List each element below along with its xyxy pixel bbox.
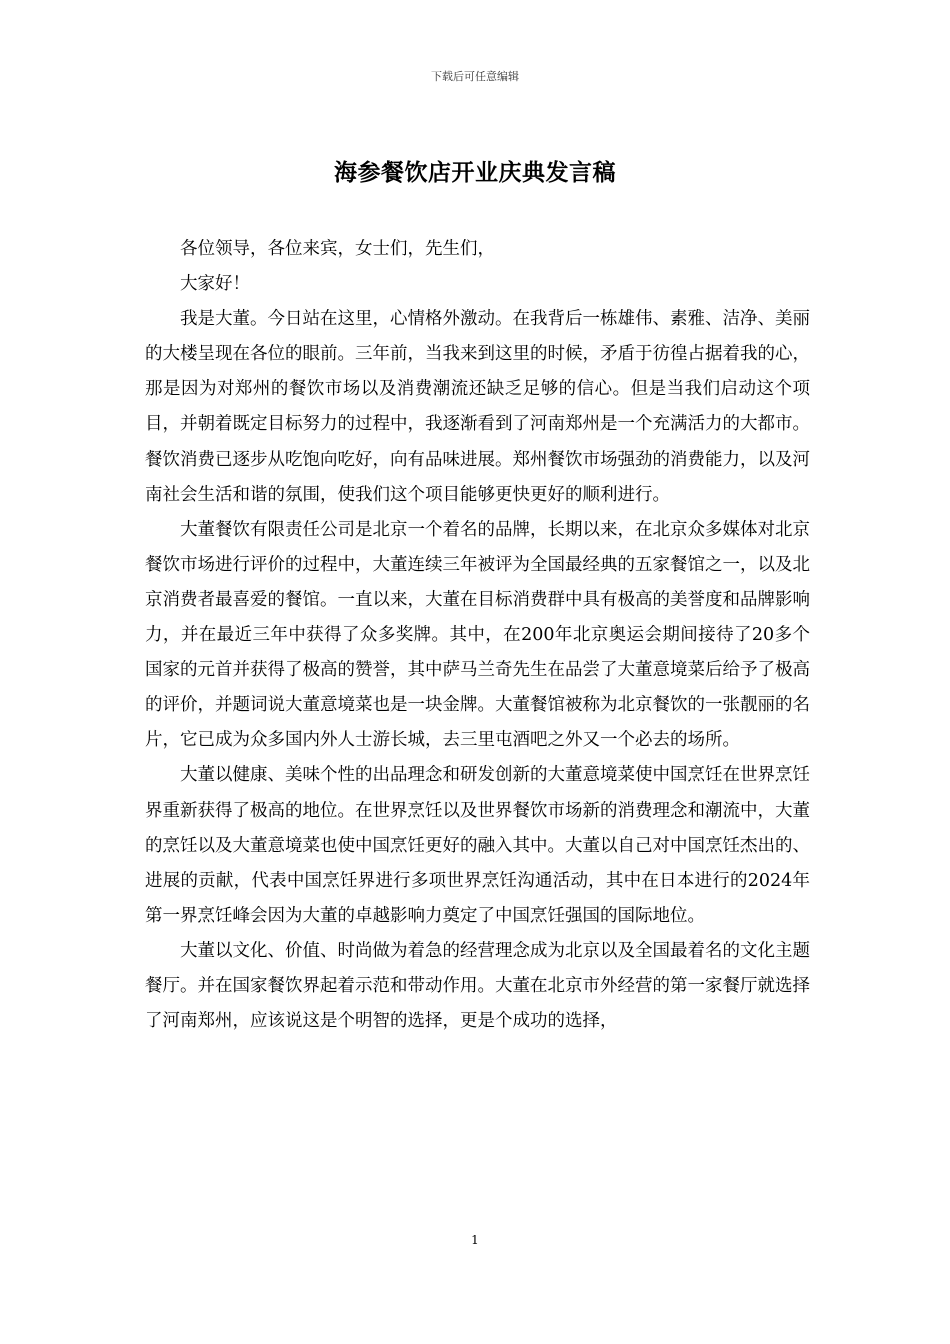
paragraph: 大董以健康、美味个性的出品理念和研发创新的大董意境菜使中国烹饪在世界烹饪界重新获得了极高的地位。在世界烹饪以及世界餐饮市场新的消费理念和潮流中，大董的烹饪以及大董意境菜也使中国烹饪更好的融入其中。大董以自己对中国烹饪杰出的、进展的贡献，代表中国烹饪界进行多项世界烹饪沟通活动，其中在日本进行的2024年第一界烹饪峰会因为大董的卓越影响力奠定了中国烹饪强国的国际地位。: [145, 765, 810, 926]
document-body: [145, 232, 810, 1039]
paragraph: 我是大董。今日站在这里，心情格外激动。在我背后一栋雄伟、素雅、洁净、美丽的大楼呈现在各位的眼前。三年前，当我来到这里的时候，矛盾于彷徨占据着我的心，那是因为对郑州的餐饮市场以及消费潮流还缺乏足够的信心。但是当我们启动这个项目，并朝着既定目标努力的过程中，我逐渐看到了河南郑州是一个充满活力的大都市。餐饮消费已逐步从吃饱向吃好，向有品味进展。郑州餐饮市场强劲的消费能力，以及河南社会生活和谐的氛围，使我们这个项目能够更快更好的顺利进行。: [145, 309, 810, 505]
paragraph: 大董餐饮有限责任公司是北京一个着名的品牌，长期以来，在北京众多媒体对北京餐饮市场进行评价的过程中，大董连续三年被评为全国最经典的五家餐馆之一，以及北京消费者最喜爱的餐馆。一直以来，大董在目标消费群中具有极高的美誉度和品牌影响力，并在最近三年中获得了众多奖牌。其中，在200年北京奥运会期间接待了20多个国家的元首并获得了极高的赞誉，其中萨马兰奇先生在品尝了大董意境菜后给予了极高的评价，并题词说大董意境菜也是一块金牌。大董餐馆被称为北京餐饮的一张靓丽的名片，它已成为众多国内外人士游长城，去三里屯酒吧之外又一个必去的场所。: [145, 519, 810, 751]
header-note: 下载后可任意编辑: [431, 70, 519, 83]
paragraph: 大董以文化、价值、时尚做为着急的经营理念成为北京以及全国最着名的文化主题餐厅。并在国家餐饮界起着示范和带动作用。大董在北京市外经营的第一家餐厅就选择了河南郑州，应该说这是个明智的选择，更是个成功的选择，: [145, 940, 810, 1032]
page-number: 1: [471, 1233, 479, 1247]
document-title: 海参餐饮店开业庆典发言稿: [334, 159, 616, 186]
paragraph-hello: 大家好！: [180, 274, 250, 295]
paragraph-greeting: 各位领导，各位来宾，女士们，先生们，: [180, 239, 495, 259]
